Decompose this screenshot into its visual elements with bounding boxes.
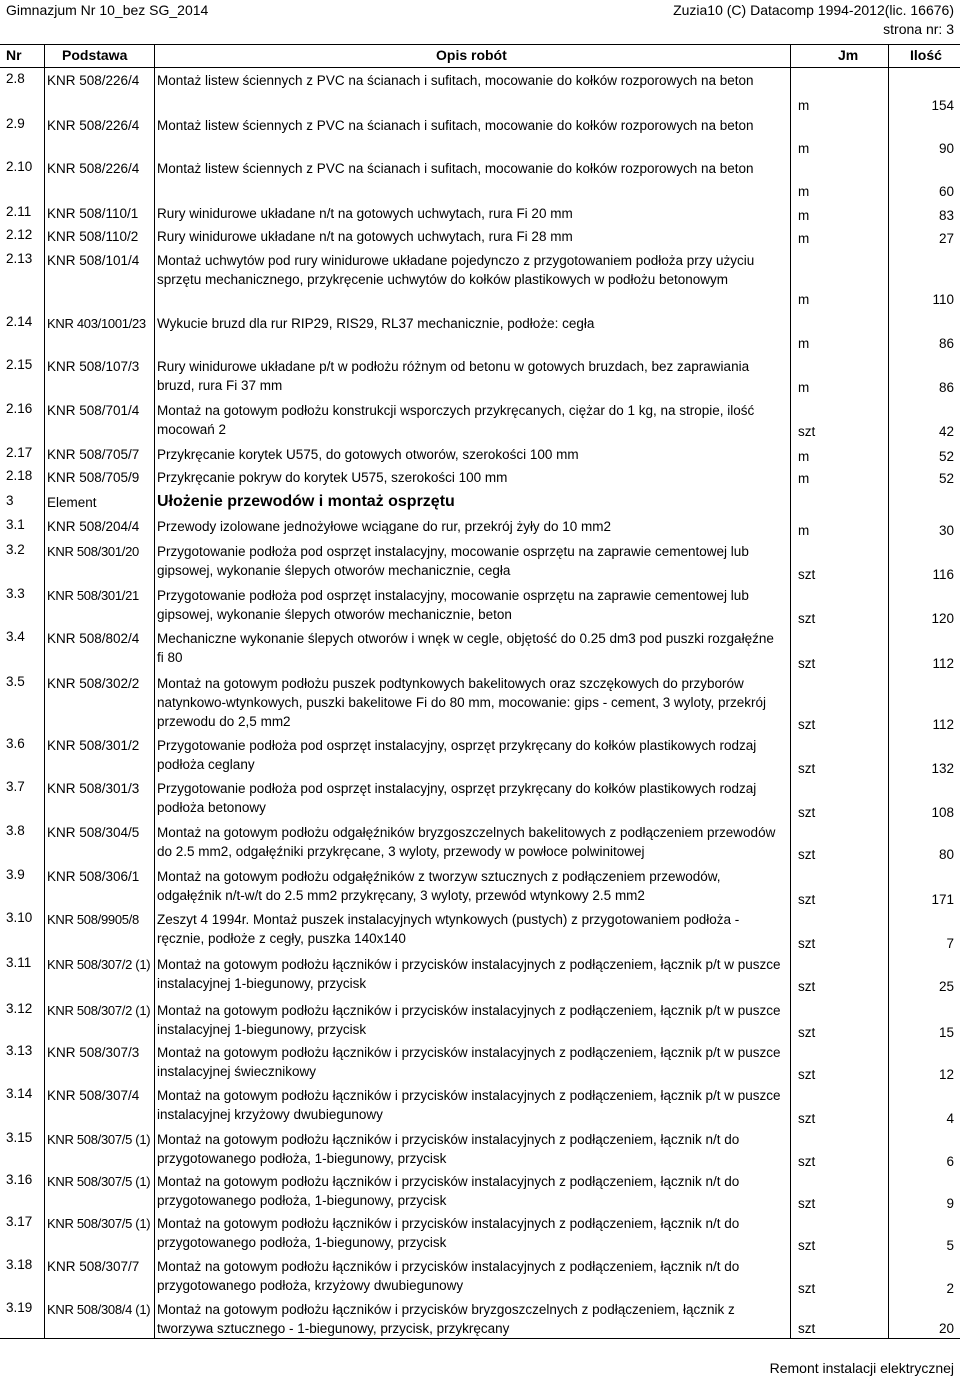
row-quantity: 83 — [938, 208, 954, 223]
table-row — [0, 585, 960, 629]
row-unit: m — [798, 380, 810, 395]
row-description: Przewody izolowane jednożyłowe wciągane do rur, przekrój żyły do 10 mm2 — [157, 519, 611, 534]
row-quantity: 110 — [932, 292, 954, 307]
table-row — [0, 400, 960, 442]
row-description: Przygotowanie podłoża pod osprzęt instalacyjny, osprzęt przykręcany do kołków plastikowych rodzaj podłoża betonowy — [157, 781, 757, 815]
row-podstawa: KNR 508/306/1 — [47, 869, 140, 884]
row-number: 2.14 — [6, 314, 33, 329]
row-podstawa: KNR 508/802/4 — [47, 631, 140, 646]
row-quantity: 2 — [946, 1281, 954, 1296]
row-podstawa: KNR 508/110/1 — [47, 206, 139, 221]
row-quantity: 9 — [946, 1196, 954, 1211]
row-number: 2.13 — [6, 251, 33, 266]
row-podstawa: KNR 403/1001/23 — [47, 316, 146, 331]
row-description: Montaż uchwytów pod rury winidurowe układane pojedynczo z przygotowaniem podłoża przy użyciu sprzętu mechanicznego, przykręcenie uchwytów do kołków plastikowych w podłożu betonowym — [157, 253, 755, 287]
row-description: Montaż na gotowym podłożu łączników i przycisków instalacyjnych z podłączeniem, łącznik p/t w puszce instalacyjnej 1-biegunowy, przycisk — [157, 957, 781, 991]
row-description: Montaż listew ściennych z PVC na ścianach i sufitach, mocowanie do kołków rozporowych na beton — [157, 73, 754, 88]
row-number: 3.3 — [6, 586, 25, 601]
table-row — [0, 1085, 960, 1129]
row-unit: szt — [798, 1111, 816, 1126]
row-description: Zeszyt 4 1994r. Montaż puszek instalacyjnych wtynkowych (pustych) z przygotowaniem podłoża - ręcznie, podłoże z cegły, puszka 140x140 — [157, 912, 740, 946]
row-description: Montaż na gotowym podłożu łączników i przycisków instalacyjnych z podłączeniem, łącznik n/t do przygotowanego podłoża, krzyżowy dwubiegunowy — [157, 1259, 740, 1293]
row-podstawa: KNR 508/304/5 — [47, 825, 140, 840]
row-quantity: 52 — [938, 471, 954, 486]
row-number: 3.4 — [6, 629, 25, 644]
row-description: Przygotowanie podłoża pod osprzęt instalacyjny, osprzęt przykręcany do kołków plastikowych rodzaj podłoża ceglany — [157, 738, 757, 772]
row-description: Montaż na gotowym podłożu łączników i przycisków bryzgoszczelnych z podłączeniem, łącznik z tworzywa sztucznego - 1-biegunowy, przycisk, przykręcany — [157, 1302, 735, 1336]
row-number: 3.11 — [6, 955, 32, 970]
row-unit: szt — [798, 1154, 816, 1169]
table-row — [0, 356, 960, 398]
table-row — [0, 467, 960, 489]
row-quantity: 90 — [938, 141, 954, 156]
row-number: 3.7 — [6, 779, 25, 794]
row-description: Montaż na gotowym podłożu odgałęźników z tworzyw sztucznych z podłączeniem przewodów, odgałęźnik n/t-w/t do 2.5 mm2 przykręcany, 3 wyloty, przewód wtynkowy 2.5 mm2 — [157, 869, 721, 903]
row-podstawa: KNR 508/302/2 — [47, 676, 140, 691]
row-quantity: 132 — [931, 761, 954, 776]
row-podstawa: KNR 508/307/7 — [47, 1259, 140, 1274]
row-unit: szt — [798, 805, 816, 820]
row-quantity: 20 — [938, 1321, 954, 1336]
row-quantity: 154 — [931, 98, 954, 113]
row-unit: m — [798, 141, 810, 156]
row-number: 3.14 — [6, 1086, 33, 1101]
row-podstawa: KNR 508/307/5 (1) — [47, 1132, 151, 1147]
row-description: Przykręcanie korytek U575, do gotowych otworów, szerokości 100 mm — [157, 447, 579, 462]
row-number: 3.6 — [6, 736, 25, 751]
row-podstawa: KNR 508/301/3 — [47, 781, 140, 796]
row-number: 2.8 — [6, 71, 25, 86]
row-quantity: 120 — [931, 611, 954, 626]
row-description: Montaż na gotowym podłożu łączników i przycisków instalacyjnych z podłączeniem, łącznik p/t w puszce instalacyjnej 1-biegunowy, przycisk — [157, 1003, 781, 1037]
row-podstawa: KNR 508/705/7 — [47, 447, 140, 462]
row-podstawa: KNR 508/307/5 (1) — [47, 1174, 151, 1189]
row-podstawa: KNR 508/226/4 — [47, 118, 140, 133]
row-description: Montaż na gotowym podłożu łączników i przycisków instalacyjnych z podłączeniem, łącznik n/t do przygotowanego podłoża, 1-biegunowy, przycisk — [157, 1132, 740, 1166]
row-podstawa: KNR 508/308/4 (1) — [47, 1302, 151, 1317]
row-podstawa: KNR 508/9905/8 — [47, 912, 139, 927]
table-row — [0, 444, 960, 467]
row-podstawa: KNR 508/701/4 — [47, 403, 140, 418]
row-podstawa: KNR 508/301/20 — [47, 544, 139, 559]
row-unit: szt — [798, 1281, 816, 1296]
header-bottom-rule — [0, 67, 960, 68]
row-number: 3.12 — [6, 1001, 33, 1016]
row-podstawa: KNR 508/307/4 — [47, 1088, 140, 1103]
header-jm: Jm — [838, 47, 859, 63]
row-quantity: 27 — [938, 231, 954, 246]
row-quantity: 12 — [938, 1067, 954, 1082]
row-number: 3.9 — [6, 867, 25, 882]
footer-title: Remont instalacji elektrycznej — [769, 1360, 954, 1376]
table-row — [0, 1299, 960, 1339]
row-quantity: 5 — [946, 1238, 954, 1253]
row-podstawa: KNR 508/307/2 (1) — [47, 957, 151, 972]
row-number: 3.19 — [6, 1300, 33, 1315]
row-unit: szt — [798, 567, 816, 582]
row-quantity: 15 — [938, 1025, 954, 1040]
row-quantity: 60 — [938, 184, 954, 199]
row-quantity: 86 — [938, 380, 954, 395]
row-podstawa: KNR 508/226/4 — [47, 161, 140, 176]
table-row — [0, 250, 960, 310]
row-quantity: 6 — [946, 1154, 954, 1169]
header-opis: Opis robót — [436, 47, 507, 63]
row-unit: szt — [798, 1025, 816, 1040]
row-quantity: 80 — [938, 847, 954, 862]
table-row — [0, 778, 960, 823]
row-unit: m — [798, 523, 810, 538]
table-row — [0, 735, 960, 779]
row-quantity: 30 — [938, 523, 954, 538]
row-number: 2.16 — [6, 401, 33, 416]
table-row — [0, 909, 960, 954]
row-number: 2.12 — [6, 227, 33, 242]
row-description: Montaż listew ściennych z PVC na ścianach i sufitach, mocowanie do kołków rozporowych na beton — [157, 161, 754, 176]
row-unit: szt — [798, 717, 816, 732]
row-podstawa: KNR 508/107/3 — [47, 359, 140, 374]
row-quantity: 108 — [931, 805, 954, 820]
table-row — [0, 628, 960, 674]
row-number: 2.11 — [6, 204, 32, 219]
row-podstawa: KNR 508/307/3 — [47, 1045, 140, 1060]
row-number: 2.18 — [6, 468, 33, 483]
row-description: Montaż na gotowym podłożu konstrukcji wsporczych przykręcanych, ciężar do 1 kg, na stropie, ilość mocowań 2 — [157, 403, 755, 437]
row-unit: szt — [798, 1238, 816, 1253]
row-podstawa: Element — [47, 495, 97, 510]
row-unit: m — [798, 98, 810, 113]
row-unit: szt — [798, 979, 816, 994]
row-quantity: 4 — [946, 1111, 954, 1126]
table-row — [0, 516, 960, 541]
row-number: 3.18 — [6, 1257, 33, 1272]
row-description: Montaż na gotowym podłożu łączników i przycisków instalacyjnych z podłączeniem, łącznik n/t do przygotowanego podłoża, 1-biegunowy, przycisk — [157, 1174, 740, 1208]
row-unit: szt — [798, 1196, 816, 1211]
row-number: 3.17 — [6, 1214, 33, 1229]
header-nr: Nr — [6, 47, 22, 63]
header-podstawa: Podstawa — [62, 47, 128, 63]
row-podstawa: KNR 508/301/21 — [47, 588, 139, 603]
table-row — [0, 1042, 960, 1085]
row-number: 3.2 — [6, 542, 25, 557]
row-unit: m — [798, 449, 810, 464]
row-unit: szt — [798, 1067, 816, 1082]
row-podstawa: KNR 508/226/4 — [47, 73, 140, 88]
row-number: 3.5 — [6, 674, 25, 689]
row-unit: szt — [798, 761, 816, 776]
row-podstawa: KNR 508/204/4 — [47, 519, 140, 534]
row-description: Przygotowanie podłoża pod osprzęt instalacyjny, mocowanie osprzętu na zaprawie cementowej lub gipsowej, wykonanie ślepych otworów mechanicznie, beton — [157, 588, 749, 622]
row-unit: szt — [798, 656, 816, 671]
table-row — [0, 115, 960, 159]
row-description: Mechaniczne wykonanie ślepych otworów i wnęk w cegle, objętość do 0.25 dm3 pod puszki rozgałęźne fi 80 — [157, 631, 774, 665]
table-row — [0, 313, 960, 354]
table-row — [0, 226, 960, 249]
row-quantity: 52 — [938, 449, 954, 464]
table-row — [0, 70, 960, 116]
row-unit: szt — [798, 424, 816, 439]
row-description: Montaż na gotowym podłożu łączników i przycisków instalacyjnych z podłączeniem, łącznik n/t do przygotowanego podłoża, 1-biegunowy, przycisk — [157, 1216, 740, 1250]
row-unit: szt — [798, 847, 816, 862]
row-description: Wykucie bruzd dla rur RIP29, RIS29, RL37 mechanicznie, podłoże: cegła — [157, 316, 595, 331]
table-row — [0, 541, 960, 585]
row-description: Rury winidurowe układane p/t w podłożu różnym od betonu w gotowych bruzdach, bez zaprawiania bruzd, rura Fi 37 mm — [157, 359, 750, 393]
row-unit: szt — [798, 611, 816, 626]
table-row — [0, 866, 960, 910]
row-podstawa: KNR 508/307/5 (1) — [47, 1216, 151, 1231]
row-number: 2.15 — [6, 357, 33, 372]
row-quantity: 116 — [932, 567, 954, 582]
row-podstawa: KNR 508/101/4 — [47, 253, 140, 268]
row-number: 3.10 — [6, 910, 33, 925]
row-description: Montaż listew ściennych z PVC na ścianach i sufitach, mocowanie do kołków rozporowych na beton — [157, 118, 754, 133]
row-unit: m — [798, 184, 810, 199]
row-number: 2.10 — [6, 159, 33, 174]
row-podstawa: KNR 508/307/2 (1) — [47, 1003, 151, 1018]
row-unit: m — [798, 208, 810, 223]
row-unit: m — [798, 231, 810, 246]
table-row — [0, 490, 960, 516]
page-top-bar — [0, 0, 960, 40]
row-unit: szt — [798, 936, 816, 951]
row-quantity: 25 — [938, 979, 954, 994]
row-description: Przykręcanie pokryw do korytek U575, szerokości 100 mm — [157, 470, 508, 485]
table-row — [0, 822, 960, 865]
table-row — [0, 1256, 960, 1299]
row-unit: m — [798, 336, 810, 351]
table-row — [0, 1213, 960, 1256]
table-row — [0, 203, 960, 226]
row-number: 3.15 — [6, 1130, 33, 1145]
row-quantity: 112 — [932, 656, 954, 671]
row-unit: m — [798, 292, 810, 307]
row-description: Montaż na gotowym podłożu odgałęźników bryzgoszczelnych bakelitowych z podłączeniem przewodów do 2.5 mm2, odgałęźniki przykręcane, 3 wyloty, przewody w powłoce polwinitowej — [157, 825, 776, 859]
row-number: 2.17 — [6, 445, 33, 460]
row-quantity: 86 — [938, 336, 954, 351]
row-quantity: 112 — [932, 717, 954, 732]
row-number: 3 — [6, 493, 14, 508]
table-row — [0, 1129, 960, 1172]
row-quantity: 171 — [931, 892, 954, 907]
row-number: 2.9 — [6, 116, 25, 131]
table-row — [0, 954, 960, 997]
row-unit: m — [798, 471, 810, 486]
document-name: Gimnazjum Nr 10_bez SG_2014 — [6, 2, 209, 18]
row-podstawa: KNR 508/301/2 — [47, 738, 140, 753]
row-description: Przygotowanie podłoża pod osprzęt instalacyjny, mocowanie osprzętu na zaprawie cementowej lub gipsowej, wykonanie ślepych otworów mechanicznie, cegła — [157, 544, 749, 578]
row-description: Rury winidurowe układane n/t na gotowych uchwytach, rura Fi 28 mm — [157, 229, 573, 244]
row-unit: szt — [798, 1321, 816, 1336]
row-number: 3.16 — [6, 1172, 33, 1187]
row-unit: szt — [798, 892, 816, 907]
row-description: Montaż na gotowym podłożu puszek podtynkowych bakelitowych oraz szczękowych do przyborów natynkowo-wtynkowych, puszki bakelitowe Fi do 80 mm, mocowanie: gips - cement, 3 wyloty, przekrój przewodu do 2,5 mm2 — [157, 676, 766, 729]
table-header — [0, 45, 960, 65]
row-number: 3.8 — [6, 823, 25, 838]
row-podstawa: KNR 508/705/9 — [47, 470, 140, 485]
row-podstawa: KNR 508/110/2 — [47, 229, 139, 244]
row-description: Rury winidurowe układane n/t na gotowych uchwytach, rura Fi 20 mm — [157, 206, 573, 221]
page-number: strona nr: 3 — [883, 21, 954, 37]
row-quantity: 7 — [946, 936, 954, 951]
table-row — [0, 1171, 960, 1214]
row-description: Montaż na gotowym podłożu łączników i przycisków instalacyjnych z podłączeniem, łącznik p/t w puszce instalacyjnej świecznikowy — [157, 1045, 781, 1079]
header-ilosc: Ilość — [910, 47, 942, 63]
table-row — [0, 1000, 960, 1043]
table-row — [0, 673, 960, 735]
row-quantity: 42 — [938, 424, 954, 439]
table-row — [0, 158, 960, 202]
software-info: Zuzia10 (C) Datacomp 1994-2012(lic. 16676) — [673, 2, 954, 18]
row-description: Montaż na gotowym podłożu łączników i przycisków instalacyjnych z podłączeniem, łącznik p/t w puszce instalacyjnej krzyżowy dwubiegunowy — [157, 1088, 781, 1122]
row-number: 3.13 — [6, 1043, 33, 1058]
row-number: 3.1 — [6, 517, 25, 532]
section-heading: Ułożenie przewodów i montaż osprzętu — [157, 493, 455, 510]
